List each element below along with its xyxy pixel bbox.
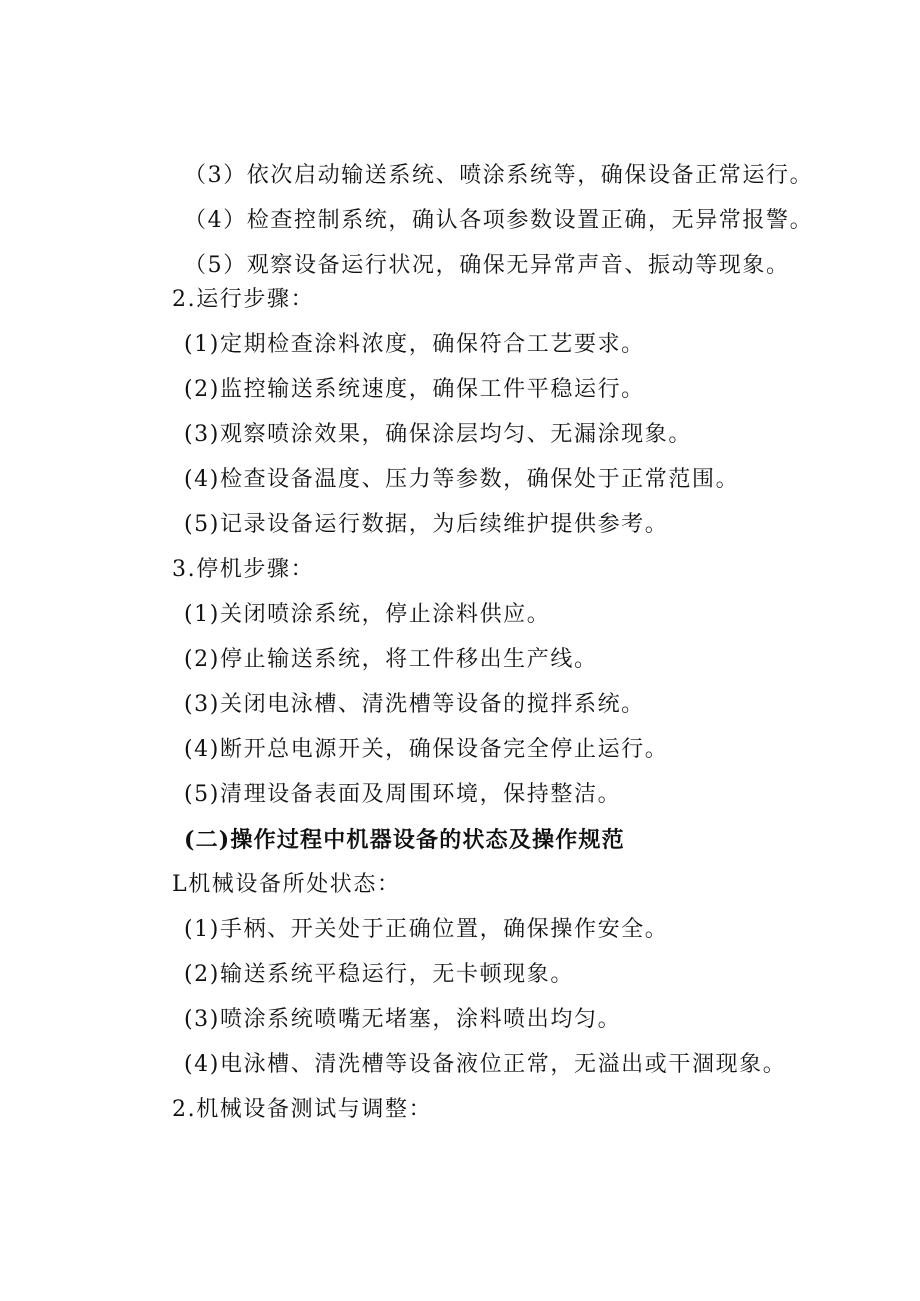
run-step-2: (2)监控输送系统速度，确保工件平稳运行。 [184,377,645,402]
stop-step-5: (5)清理设备表面及周围环境，保持整洁。 [184,782,622,807]
stop-step-2: (2)停止输送系统，将工件移出生产线。 [184,647,598,672]
machine-state-4: (4)电泳槽、清洗槽等设备液位正常，无溢出或干涸现象。 [184,1052,787,1077]
startup-step-4: （4）检查控制系统，确认各项参数设置正确，无异常报警。 [184,208,814,233]
run-step-5: (5)记录设备运行数据，为后续维护提供参考。 [184,512,669,537]
startup-step-5: （5）观察设备运行状况，确保无异常声音、振动等现象。 [184,253,790,278]
machine-state-1: (1)手柄、开关处于正确位置，确保操作安全。 [184,917,669,942]
machine-state-heading: L机械设备所处状态： [172,872,401,897]
run-step-1: (1)定期检查涂料浓度，确保符合工艺要求。 [184,332,645,357]
machine-state-3: (3)喷涂系统喷嘴无堵塞，涂料喷出均匀。 [184,1007,622,1032]
startup-step-3: （3）依次启动输送系统、喷涂系统等，确保设备正常运行。 [184,163,814,188]
stop-step-4: (4)断开总电源开关，确保设备完全停止运行。 [184,737,669,762]
section-stop-steps-heading: 3.停机步骤： [172,557,315,582]
run-step-3: (3)观察喷涂效果，确保涂层均匀、无漏涂现象。 [184,422,692,447]
subsection-machine-state-heading: (二)操作过程中机器设备的状态及操作规范 [184,827,625,853]
stop-step-1: (1)关闭喷涂系统，停止涂料供应。 [184,602,551,627]
stop-step-3: (3)关闭电泳槽、清洗槽等设备的搅拌系统。 [184,692,645,717]
run-step-4: (4)检查设备温度、压力等参数，确保处于正常范围。 [184,467,740,492]
machine-state-2: (2)输送系统平稳运行，无卡顿现象。 [184,962,574,987]
section-run-steps-heading: 2.运行步骤： [172,287,315,312]
section-machine-test-heading: 2.机械设备测试与调整： [172,1097,433,1122]
